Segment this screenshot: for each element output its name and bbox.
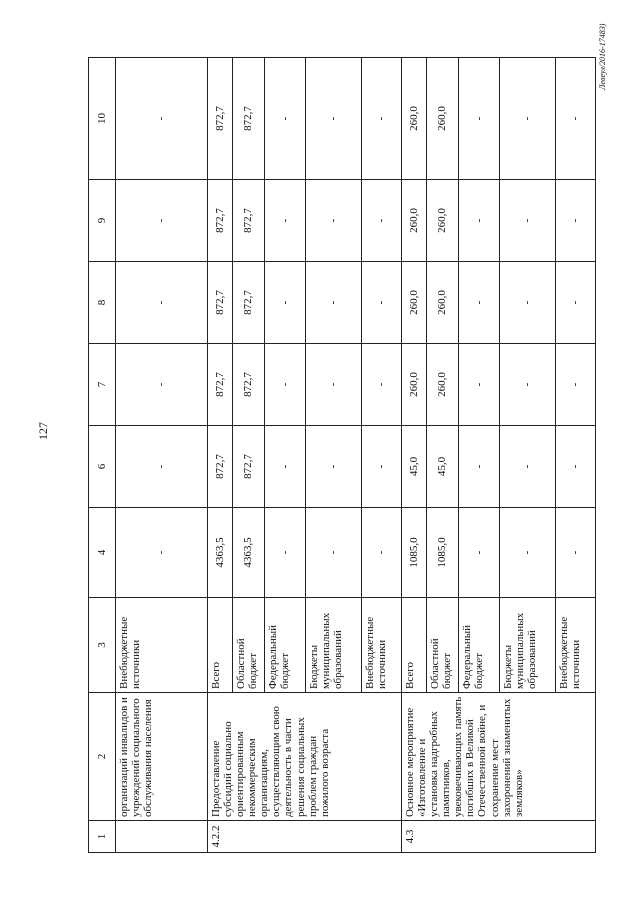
table-row — [401, 58, 426, 853]
value-cell: 260,0 — [401, 58, 426, 180]
funding-source: Бюджеты муниципальных образований — [499, 598, 555, 693]
header-cell: 6 — [89, 426, 116, 508]
header-cell: 7 — [89, 344, 116, 426]
value-cell: - — [499, 58, 555, 180]
value-cell: 260,0 — [401, 262, 426, 344]
header-cell: 4 — [89, 508, 116, 598]
value-cell: - — [265, 508, 305, 598]
document-reference: Левеул/2016-17483) — [598, 23, 607, 90]
measure-name: организаций инвалидов и учреждений социального обслуживания населения — [116, 693, 208, 821]
value-cell: - — [265, 262, 305, 344]
value-cell: - — [116, 344, 208, 426]
value-cell: - — [555, 262, 595, 344]
value-cell: 260,0 — [426, 262, 459, 344]
page-number: 127 — [36, 422, 50, 440]
value-cell: - — [459, 58, 499, 180]
value-cell: - — [361, 344, 401, 426]
header-cell: 3 — [89, 598, 116, 693]
value-cell: - — [459, 180, 499, 262]
budget-table — [88, 57, 596, 853]
value-cell: 872,7 — [207, 180, 232, 262]
value-cell: - — [555, 426, 595, 508]
funding-source: Внебюджетные источники — [116, 598, 208, 693]
funding-source: Всего — [401, 598, 426, 693]
value-cell: - — [305, 426, 361, 508]
value-cell: 872,7 — [207, 262, 232, 344]
funding-source: Всего — [207, 598, 232, 693]
row-number: 4.2.2 — [207, 821, 401, 853]
value-cell: 260,0 — [426, 180, 459, 262]
header-cell: 10 — [89, 58, 116, 180]
funding-source: Внебюджетные источники — [361, 598, 401, 693]
value-cell: - — [116, 58, 208, 180]
value-cell: - — [305, 180, 361, 262]
value-cell: - — [499, 344, 555, 426]
value-cell: - — [499, 180, 555, 262]
value-cell: - — [265, 58, 305, 180]
value-cell: 45,0 — [426, 426, 459, 508]
funding-source: Областной бюджет — [232, 598, 265, 693]
row-number — [116, 821, 208, 853]
value-cell: 872,7 — [207, 426, 232, 508]
header-cell: 9 — [89, 180, 116, 262]
value-cell: - — [265, 344, 305, 426]
value-cell: 1085,0 — [426, 508, 459, 598]
value-cell: 260,0 — [401, 344, 426, 426]
value-cell: - — [499, 262, 555, 344]
value-cell: - — [265, 426, 305, 508]
value-cell: 872,7 — [232, 180, 265, 262]
funding-source: Областной бюджет — [426, 598, 459, 693]
measure-name: Предоставление субсидий социально ориентированным некоммерческим организациям, осуществляющим свою деятельность в части решения социальных проблем граждан пожилого возраста — [207, 693, 401, 821]
value-cell: 872,7 — [232, 58, 265, 180]
header-row — [89, 58, 116, 853]
value-cell: - — [361, 180, 401, 262]
value-cell: - — [459, 426, 499, 508]
row-number: 4.3 — [401, 821, 595, 853]
value-cell: - — [116, 508, 208, 598]
funding-source: Федеральный бюджет — [459, 598, 499, 693]
value-cell: 260,0 — [401, 180, 426, 262]
value-cell: - — [459, 262, 499, 344]
value-cell: 872,7 — [232, 262, 265, 344]
value-cell: - — [555, 180, 595, 262]
funding-source: Внебюджетные источники — [555, 598, 595, 693]
value-cell: 260,0 — [426, 58, 459, 180]
value-cell: - — [555, 344, 595, 426]
value-cell: - — [361, 262, 401, 344]
value-cell: 4363,5 — [232, 508, 265, 598]
value-cell: - — [116, 180, 208, 262]
table-row — [207, 58, 232, 853]
value-cell: - — [361, 508, 401, 598]
value-cell: 4363,5 — [207, 508, 232, 598]
value-cell: 45,0 — [401, 426, 426, 508]
value-cell: 872,7 — [207, 344, 232, 426]
rotated-table-container — [88, 58, 596, 853]
value-cell: - — [459, 508, 499, 598]
value-cell: - — [265, 180, 305, 262]
value-cell: - — [459, 344, 499, 426]
value-cell: - — [499, 426, 555, 508]
value-cell: - — [305, 344, 361, 426]
value-cell: - — [305, 262, 361, 344]
value-cell: - — [361, 426, 401, 508]
value-cell: 872,7 — [232, 344, 265, 426]
table-row — [116, 58, 208, 853]
value-cell: - — [499, 508, 555, 598]
header-cell: 2 — [89, 693, 116, 821]
value-cell: - — [116, 262, 208, 344]
measure-name: Основное мероприятие «Изготовление и установка надгробных памятников, увековечивающих память погибших в Великой Отечественной войне, и сохранение мест захоронений знаменитых земляков» — [401, 693, 595, 821]
header-cell: 1 — [89, 821, 116, 853]
funding-source: Бюджеты муниципальных образований — [305, 598, 361, 693]
value-cell: - — [555, 58, 595, 180]
value-cell: 1085,0 — [401, 508, 426, 598]
funding-source: Федеральный бюджет — [265, 598, 305, 693]
value-cell: - — [555, 508, 595, 598]
value-cell: 872,7 — [232, 426, 265, 508]
header-cell: 8 — [89, 262, 116, 344]
value-cell: - — [361, 58, 401, 180]
value-cell: - — [305, 508, 361, 598]
value-cell: - — [305, 58, 361, 180]
value-cell: 260,0 — [426, 344, 459, 426]
value-cell: - — [116, 426, 208, 508]
value-cell: 872,7 — [207, 58, 232, 180]
